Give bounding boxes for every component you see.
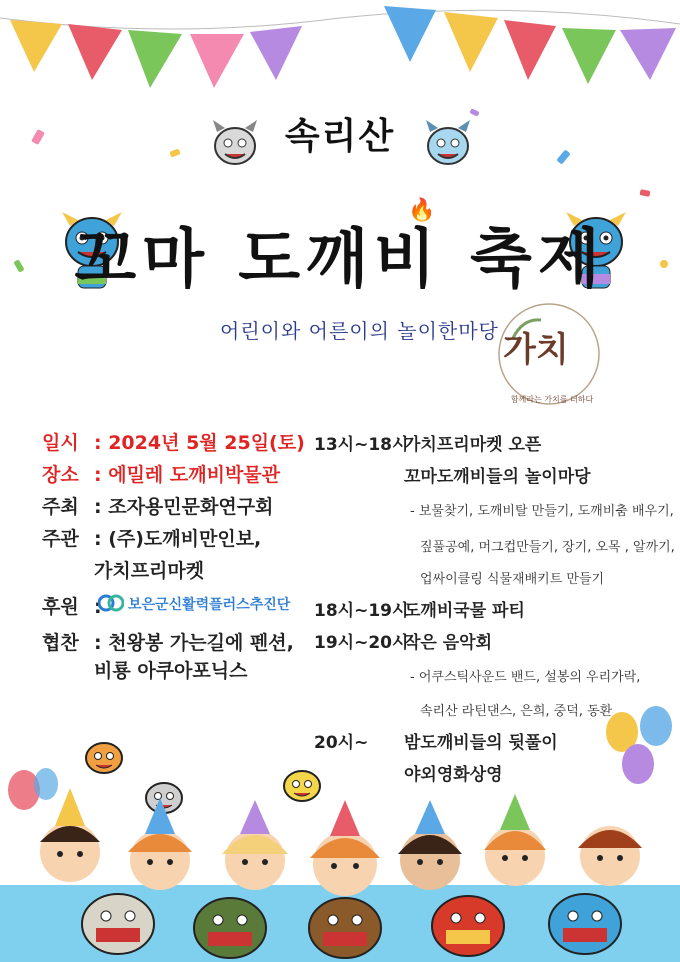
schedule-title: 가치프리마켓 오픈: [404, 435, 542, 455]
schedule-detail: 짚풀공예, 머그컵만들기, 장기, 오목 , 알까기,: [420, 540, 675, 555]
flag: [504, 20, 556, 80]
info-value: : 에밀레 도깨비박물관: [94, 464, 281, 486]
schedule-time: 19시~20시: [314, 633, 409, 653]
info-support-line2: 비룡 아쿠아포닉스: [94, 660, 248, 682]
flag: [68, 24, 122, 80]
info-date: [42, 428, 305, 455]
info-label: 후원: [42, 596, 79, 618]
info-organizer-line2: 가치프리마켓: [94, 560, 205, 582]
info-label: 장소: [42, 464, 79, 486]
schedule-time: 18시~19시: [314, 601, 409, 621]
info-value: : 천왕봉 가는길에 펜션,: [94, 632, 294, 654]
schedule-detail: 업싸이클링 식물재배키트 만들기: [420, 572, 605, 587]
bunting-decoration: [0, 0, 680, 110]
place-heading: 속리산: [284, 116, 396, 157]
info-label: 주최: [42, 496, 79, 518]
sponsor-org: 보은군신활력플러스추진단: [128, 597, 291, 613]
info-label: 일시: [42, 432, 79, 454]
flag: [444, 12, 498, 72]
flag: [620, 28, 676, 80]
info-label: 주관: [42, 528, 79, 550]
info-host: [42, 492, 273, 519]
flag: [190, 34, 244, 88]
flag: [384, 6, 436, 62]
flag: [250, 26, 302, 80]
flag: [10, 20, 62, 72]
info-label: 협찬: [42, 632, 79, 654]
info-venue: [42, 460, 280, 487]
info-sponsor: [42, 592, 102, 619]
festival-title: 꼬마 도깨비 축제: [74, 223, 606, 297]
schedule-time: 20시~: [314, 733, 369, 753]
confetti: [640, 189, 651, 197]
schedule-detail: 속리산 라틴댄스, 은희, 중덕, 동환: [420, 704, 613, 719]
flag: [128, 30, 182, 88]
tagline: 어린이와 어른이의 놀이한마당: [220, 319, 499, 343]
sponsor-logo-icon: [98, 592, 124, 614]
info-value: : (주)도깨비만인보,: [94, 528, 262, 550]
schedule-detail: - 어쿠스틱사운드 밴드, 설봉의 우리가락,: [410, 670, 641, 685]
info-organizer: [42, 524, 261, 551]
flag: [562, 28, 616, 84]
schedule-title: 밤도깨비들의 뒷풀이: [404, 733, 558, 753]
schedule-title: 야외영화상영: [404, 765, 503, 785]
schedule-title: 꼬마도깨비들의 놀이마당: [404, 467, 591, 487]
schedule-title: 작은 음악회: [404, 633, 493, 653]
flame-icon: 🔥: [408, 198, 436, 223]
info-value: : 2024년 5월 25일(토): [94, 432, 305, 454]
info-value: : 조자용민문화연구회: [94, 496, 274, 518]
schedule-time: 13시~18시: [314, 435, 409, 455]
schedule-title: 도깨비국물 파티: [404, 601, 525, 621]
logo-mark: 가치: [503, 330, 569, 370]
kids-and-goblins-illustration: [0, 760, 680, 962]
schedule-detail: - 보물찾기, 도깨비탈 만들기, 도깨비춤 배우기,: [410, 504, 674, 519]
logo-caption: 함께라는 가치를 더하다: [510, 395, 594, 404]
info-support: [42, 628, 294, 655]
info-value: :: [94, 596, 102, 618]
